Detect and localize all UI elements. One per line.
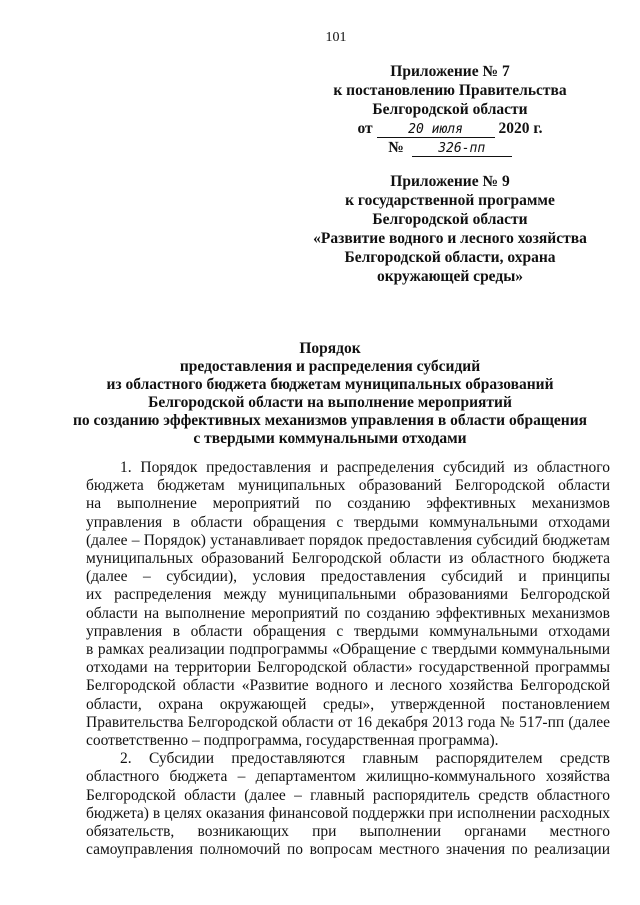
appendix-9-line: Белгородской области, охрана [344,249,556,266]
body-line: управления в области обращения с твердыми коммунальными отходами [86,622,610,640]
appendix-7-number-line [300,138,600,157]
body-line: Белгородской области «Развитие водного и лесного хозяйства Белгородской [86,677,610,695]
body-text [86,459,610,859]
title-line: с твердыми коммунальными отходами [193,430,467,447]
body-line: Белгородской области (далее – главный распорядитель средств областного [86,786,610,804]
title-line: из областного бюджета бюджетам муниципальных образований [106,376,554,393]
title-line: по созданию эффективных механизмов управления в области обращения [72,412,588,429]
title-line: Белгородской области на выполнение мероприятий [148,394,512,411]
body-line: области, охрана окружающей среды», утвержденной постановлением [86,695,610,713]
body-line: в рамках реализации подпрограммы «Обращение с твердыми коммунальными [86,641,610,659]
body-line: отходами на территории Белгородской области» государственной программы [86,659,610,677]
date-prefix: от [357,120,373,137]
body-line: области на выполнение мероприятий по созданию эффективных механизмов [86,604,610,622]
appendix-9-line: к государственной программе [345,192,555,209]
body-line: муниципальных образований Белгородской области из областного бюджета [86,550,610,568]
body-line: управления в области обращения с твердыми коммунальными отходами [86,513,610,531]
body-line: 1. Порядок предоставления и распределения субсидий из областного [120,459,610,476]
title-line: Порядок [299,340,361,357]
body-line: 2. Субсидии предоставляются главным распорядителем средств [120,750,610,768]
body-line: бюджета бюджетам муниципальных образований Белгородской области [86,477,610,495]
appendix-9-header [300,172,600,286]
appendix-7-date-line [300,119,600,138]
body-line: их распределения между муниципальными образованиями Белгородской [86,586,610,604]
appendix-7-line-2: к постановлению Правительства [333,82,567,99]
body-line: на выполнение мероприятий по созданию эффективных механизмов [86,495,610,513]
number-prefix: № [388,139,404,156]
title-line: предоставления и распределения субсидий [179,358,481,375]
body-line: областного бюджета – департаментом жилищно-коммунального хозяйства [86,768,610,786]
handwritten-number: 326-пп [412,141,512,157]
appendix-7-line-3: Белгородской области [372,101,528,118]
appendix-9-line: «Развитие водного и лесного хозяйства [313,230,587,247]
body-line: бюджета) в целях оказания финансовой поддержки при исполнении расходных [86,804,610,822]
appendix-7-title: Приложение № 7 [390,63,510,80]
page-number: 101 [325,30,347,45]
body-line: самоуправления полномочий по вопросам местного значения по реализации [86,841,610,859]
body-line: (далее – Порядок) устанавливает порядок предоставления субсидий бюджетам [86,531,610,549]
appendix-9-line: Приложение № 9 [390,173,510,190]
document-title [60,340,600,448]
appendix-9-line: окружающей среды» [376,268,524,285]
body-line: (далее – субсидии), условия предоставления субсидий и принципы [86,568,610,586]
body-line: Правительства Белгородской области от 16 декабря 2013 года № 517-пп (далее [86,713,610,731]
date-suffix: 2020 г. [498,120,543,137]
appendix-7-header [300,62,600,157]
appendix-9-line: Белгородской области [372,211,528,228]
body-line: обязательств, возникающих при выполнении органами местного [86,823,610,841]
handwritten-date: 20 июля [377,122,495,138]
body-line: соответственно – подпрограмма, государственная программа). [86,732,499,750]
